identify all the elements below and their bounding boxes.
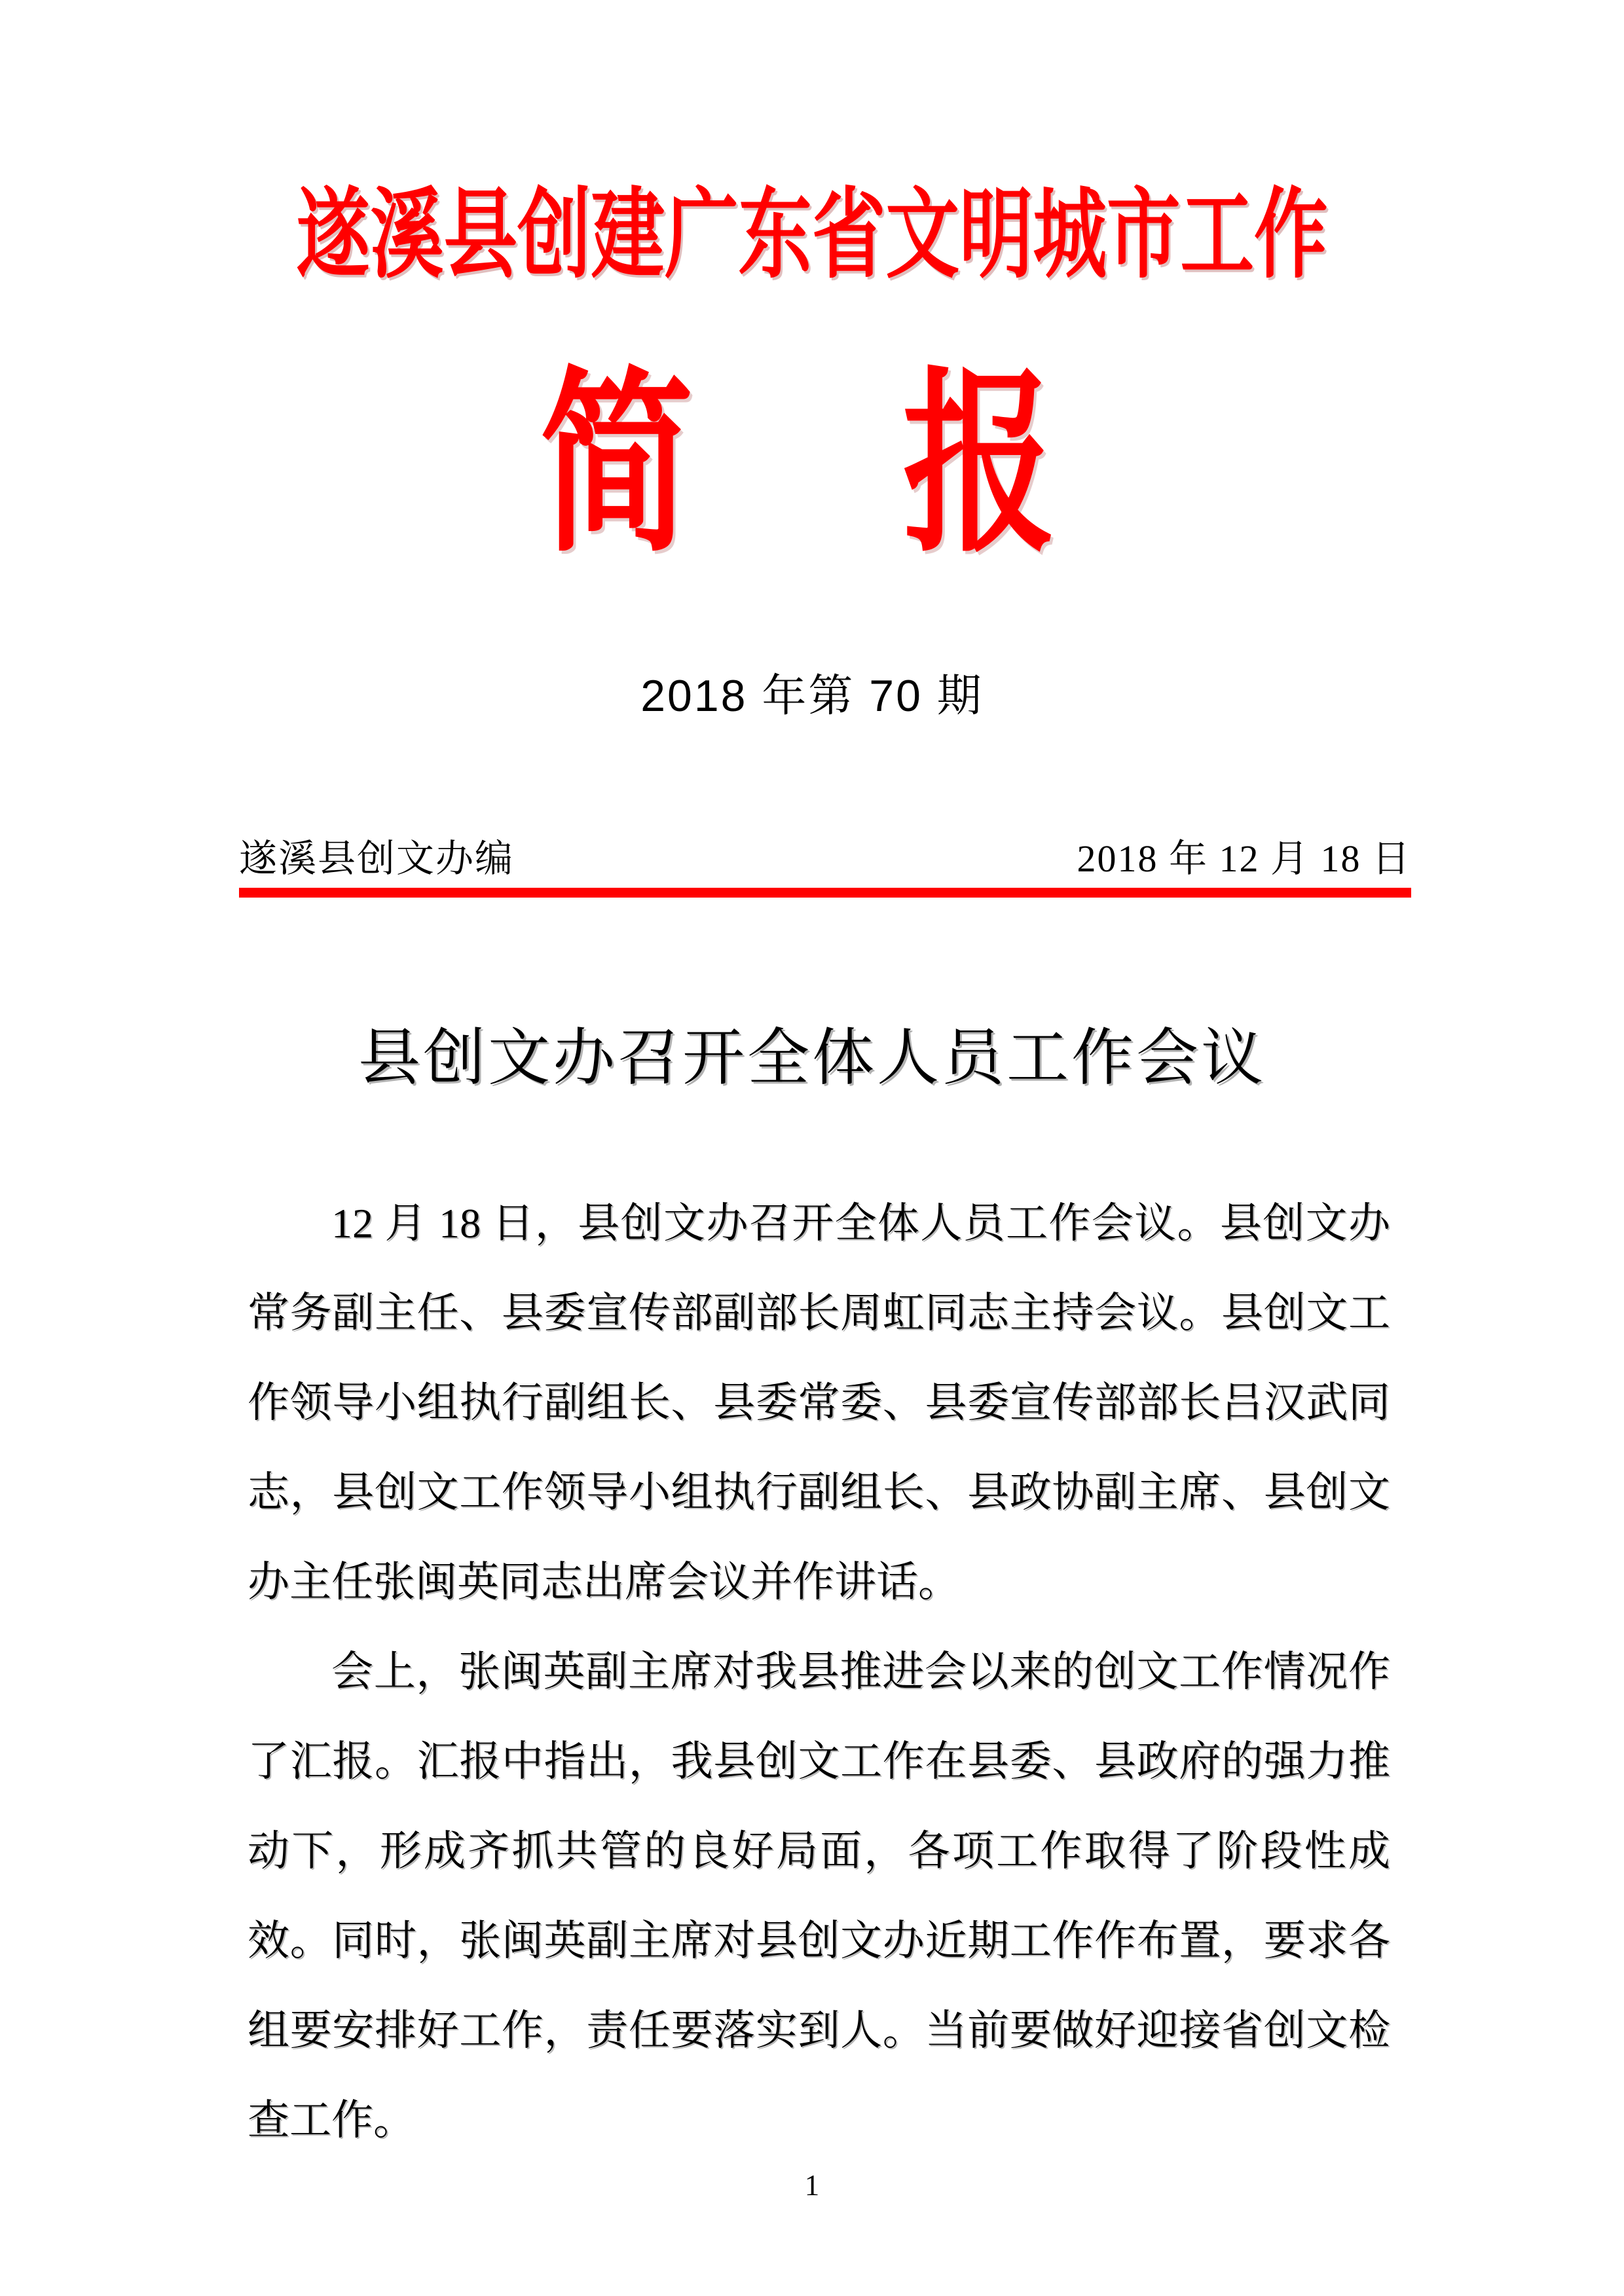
editor-date-row xyxy=(239,833,1411,885)
issue-number: 2018 年第 70 期 xyxy=(640,671,984,721)
article-body xyxy=(248,1178,1390,2165)
masthead-bulletin-word: 简 报 xyxy=(540,357,1084,575)
masthead-title: 遂溪县创建广东省文明城市工作 xyxy=(296,181,1328,290)
editor-label: 遂溪县创文办编 xyxy=(239,837,515,880)
article-paragraph: 12 月 18 日，县创文办召开全体人员工作会议。县创文办常务副主任、县委宣传部副部长周虹同志主持会议。县创文工作领导小组执行副组长、县委常委、县委宣传部部长吕汉武同志，县创文工作领导小组执行副组长、县政协副主席、县创文办主任张闽英同志出席会议并作讲话。 xyxy=(248,1200,1390,1605)
publish-date: 2018 年 12 月 18 日 xyxy=(1077,837,1411,880)
page-number: 1 xyxy=(804,2169,820,2202)
red-divider-rule xyxy=(239,888,1411,898)
article-title: 县创文办召开全体人员工作会议 xyxy=(358,1023,1266,1093)
article-paragraph: 会上，张闽英副主席对我县推进会以来的创文工作情况作了汇报。汇报中指出，我县创文工作在县委、县政府的强力推动下，形成齐抓共管的良好局面，各项工作取得了阶段性成效。同时，张闽英副主席对县创文办近期工作作布置，要求各组要安排好工作，责任要落实到人。当前要做好迎接省创文检查工作。 xyxy=(248,1649,1390,2143)
